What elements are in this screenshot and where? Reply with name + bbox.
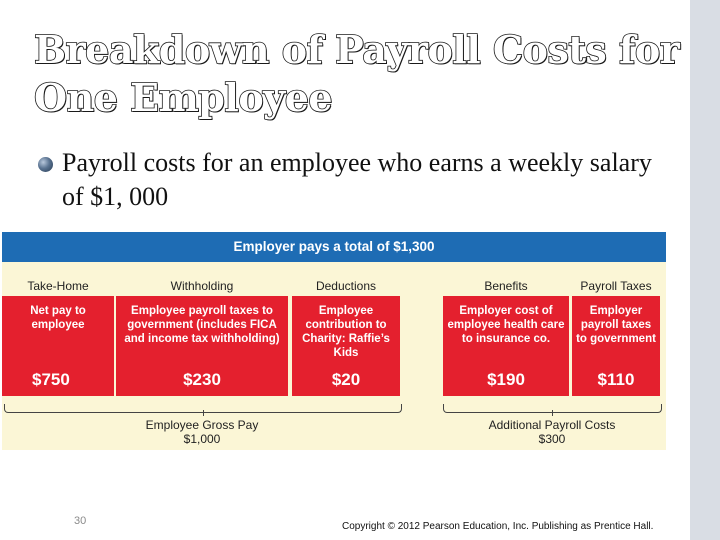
take-home-box	[2, 296, 114, 396]
payroll-taxes-description: Employer payroll taxes to government	[576, 305, 656, 345]
slide-title: Breakdown of Payroll Costs for One Employee	[34, 27, 680, 120]
benefits-box	[443, 296, 569, 396]
gross-pay-bracket-notch	[203, 410, 204, 416]
additional-costs-value: $300	[538, 432, 566, 446]
slide-side-bar	[690, 0, 720, 540]
gross-pay-caption	[102, 418, 302, 446]
slide-number: 30	[74, 515, 87, 527]
gross-pay-value: $1,000	[183, 432, 221, 446]
payroll-taxes-box	[572, 296, 660, 396]
column-heading-withholding: Withholding	[170, 279, 234, 293]
additional-costs-label: Additional Payroll Costs	[488, 418, 616, 432]
additional-costs-bracket-notch	[552, 410, 553, 416]
copyright-notice: Copyright © 2012 Pearson Education, Inc. Publishing as Prentice Hall.	[342, 521, 654, 532]
payroll-breakdown-figure	[2, 232, 666, 450]
withholding-amount: $230	[183, 370, 221, 389]
column-heading-deductions: Deductions	[315, 279, 377, 293]
benefits-description: Employer cost of employee health care to insurance co.	[447, 305, 565, 345]
column-heading-benefits: Benefits	[484, 279, 528, 293]
additional-costs-bracket	[443, 404, 662, 413]
take-home-description: Net pay to employee	[30, 305, 86, 331]
additional-costs-caption	[462, 418, 642, 446]
figure-header: Employer pays a total of $1,300	[2, 232, 666, 262]
bullet-text: Payroll costs for an employee who earns a weekly salary of $1, 000	[62, 148, 652, 211]
column-heading-take-home: Take-Home	[27, 279, 89, 293]
deductions-box	[292, 296, 400, 396]
deductions-amount: $20	[331, 370, 361, 389]
take-home-amount: $750	[32, 370, 70, 389]
bullet-icon	[38, 157, 53, 172]
withholding-description: Employee payroll taxes to government (includes FICA and income tax withholding)	[124, 305, 280, 345]
deductions-description: Employee contribution to Charity: Raffie’s Kids	[302, 305, 390, 359]
payroll-taxes-amount: $110	[597, 370, 635, 389]
gross-pay-label: Employee Gross Pay	[145, 418, 259, 432]
withholding-box	[116, 296, 288, 396]
column-heading-payroll-taxes: Payroll Taxes	[580, 279, 652, 293]
gross-pay-bracket	[4, 404, 402, 413]
benefits-amount: $190	[487, 370, 525, 389]
